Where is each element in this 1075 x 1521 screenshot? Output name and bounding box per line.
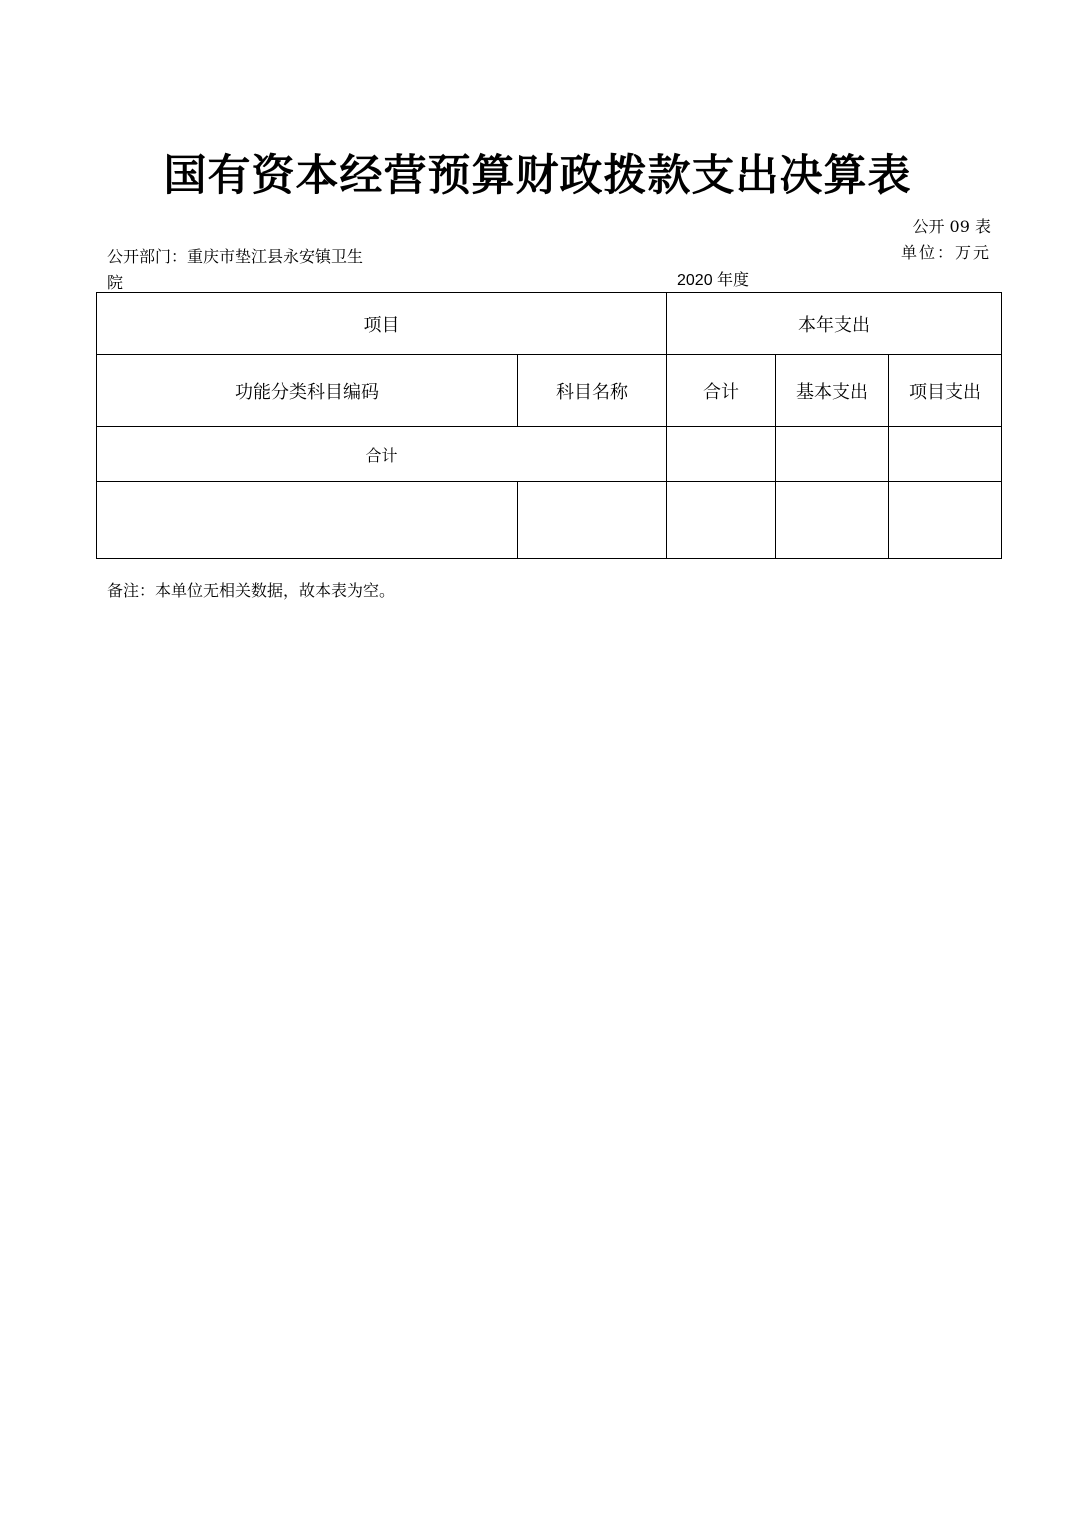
- table-row: [97, 482, 1002, 559]
- cell-total: [667, 482, 776, 559]
- cell-project: [889, 482, 1002, 559]
- header-item: 项目: [97, 293, 667, 355]
- table-header-row: [97, 293, 1002, 355]
- total-row-project: [889, 427, 1002, 482]
- header-current-year-expenditure: 本年支出: [667, 293, 1002, 355]
- total-row: [97, 427, 1002, 482]
- department-label: 公开部门：重庆市垫江县永安镇卫生院: [107, 247, 364, 292]
- page-title: 国有资本经营预算财政拨款支出决算表: [163, 151, 912, 201]
- column-header-total: 合计: [667, 355, 776, 427]
- footnote: 备注：本单位无相关数据，故本表为空。: [107, 581, 396, 600]
- table-subheader-row: [97, 355, 1002, 427]
- column-header-basic: 基本支出: [776, 355, 889, 427]
- unit-label: 单位：万元: [901, 243, 992, 262]
- cell-code: [97, 482, 518, 559]
- cell-name: [518, 482, 667, 559]
- fiscal-year: 2020 年度: [677, 272, 750, 289]
- total-row-label: 合计: [97, 427, 667, 482]
- cell-basic: [776, 482, 889, 559]
- total-row-basic: [776, 427, 889, 482]
- column-header-code: 功能分类科目编码: [97, 355, 518, 427]
- expenditure-table: [96, 292, 1002, 559]
- column-header-project: 项目支出: [889, 355, 1002, 427]
- total-row-total: [667, 427, 776, 482]
- column-header-name: 科目名称: [518, 355, 667, 427]
- table-number: 公开 09 表: [912, 217, 991, 236]
